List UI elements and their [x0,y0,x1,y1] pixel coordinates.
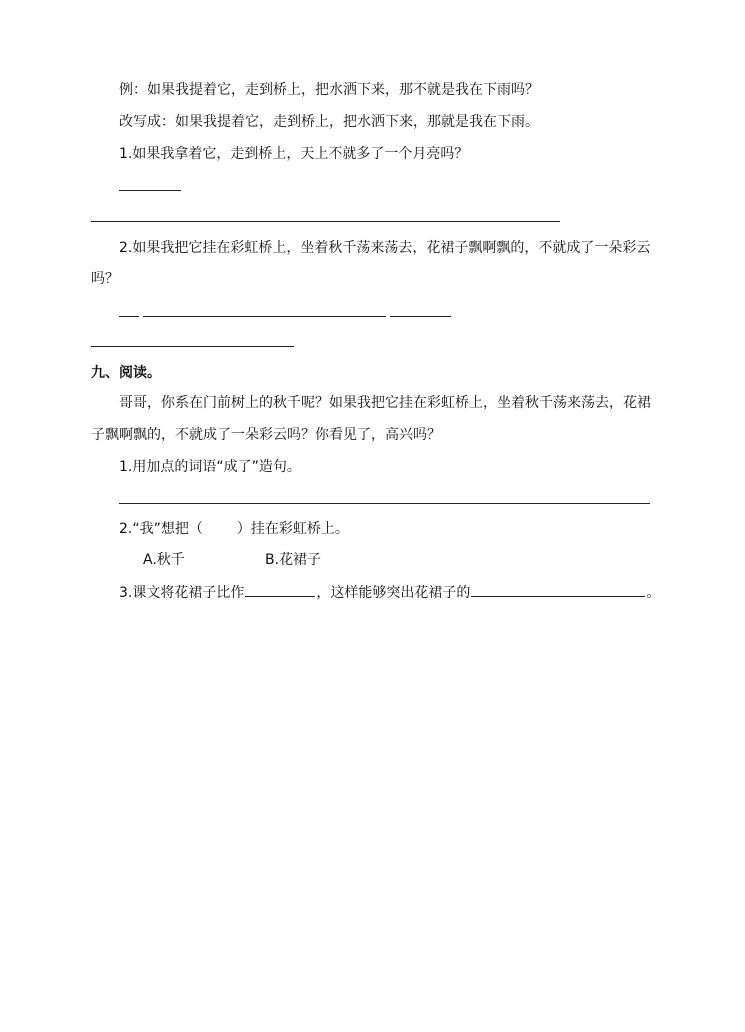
option-a-label: A. [143,552,157,568]
question-1-text: 如果我拿着它，走到桥上，天上不就多了一个月亮吗？ [132,146,469,162]
reading-question-3-text-2: ，这样能够突出花裙子的 [316,585,471,601]
option-b-label: B. [265,552,280,568]
rewrite-label: 改写成： [119,114,175,130]
reading-question-3-number: 3. [119,585,133,601]
answer-line-2b[interactable] [143,316,386,317]
reading-question-2-number: 2. [119,521,133,537]
option-b[interactable] [265,550,321,570]
reading-question-3 [119,582,660,603]
section-9-title: 九、阅读。 [91,365,161,381]
passage-line-1: 哥哥，你系在门前树上的秋千呢？如果我把它挂在彩虹桥上，坐着秋千荡来荡去，花裙 [119,395,651,411]
reading-question-1-text: 用加点的词语“成了”造句。 [132,459,301,475]
rewrite-text: 如果我提着它，走到桥上，把水洒下来，那就是我在下雨。 [175,114,539,130]
reading-question-3-text-1: 课文将花裙子比作 [132,585,245,601]
reading-question-3-text-3: 。 [646,585,661,601]
reading-question-1 [119,457,301,477]
reading-question-2-text-after: ）挂在彩虹桥上。 [236,521,349,537]
option-b-text: 花裙子 [279,552,322,568]
question-1 [119,144,468,164]
reading-question-2-text-before: “我”想把（ [132,521,203,537]
example-text: 如果我提着它，走到桥上，把水洒下来，那不就是我在下雨吗？ [147,82,539,98]
reading-question-2 [119,519,349,539]
reading-question-3-blank-2[interactable] [471,582,645,597]
answer-line-2c[interactable] [390,316,451,317]
question-2-line-2 [91,269,119,289]
answer-line-2d[interactable] [91,346,294,347]
reading-answer-line-1[interactable] [119,503,650,504]
example-label: 例： [119,82,147,98]
option-a-text: 秋千 [156,552,185,568]
question-2-text-end: 吗？ [91,271,119,287]
answer-line-1b[interactable] [91,221,560,222]
answer-line-1a[interactable] [119,190,181,191]
reading-question-3-blank-1[interactable] [245,582,315,597]
reading-question-1-number: 1. [119,459,133,475]
rewrite-line [119,112,539,132]
question-2-text: 如果我把它挂在彩虹桥上，坐着秋千荡来荡去，花裙子飘啊飘的，不就成了一朵彩云 [132,240,651,256]
answer-line-2a[interactable] [119,316,139,317]
passage-line-2: 子飘啊飘的，不就成了一朵彩云吗？你看见了，高兴吗？ [91,427,441,443]
question-1-number: 1. [119,146,133,162]
question-2-line-1 [119,238,650,258]
example-line [119,80,539,100]
question-2-number: 2. [119,240,133,256]
option-a[interactable] [143,550,185,570]
